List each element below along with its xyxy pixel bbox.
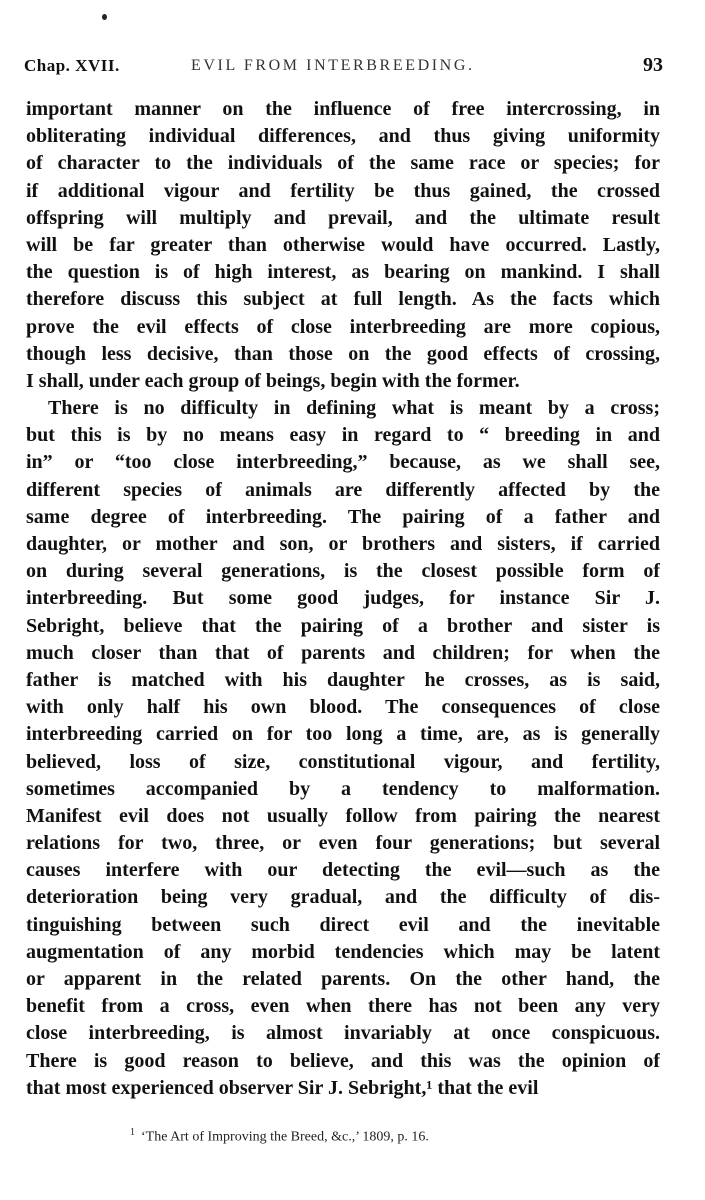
text-line: benefit from a cross, even when there has not been any very [26,995,660,1018]
footnote-text: ‘The Art of Improving the Breed, &c.,’ 1809, p. 16. [141,1129,429,1145]
text-line: the question is of high interest, as bearing on mankind. I shall [26,261,660,284]
text-line: father is matched with his daughter he crosses, as is said, [26,668,660,691]
running-header [24,54,663,80]
text-line: interbreeding. But some good judges, for instance Sir J. [26,587,660,610]
text-line: in” or “too close interbreeding,” because, as we shall see, [26,451,660,474]
paragraph-2 [26,395,660,1102]
text-line: or apparent in the related parents. On the other hand, the [26,968,660,990]
text-line: will be far greater than otherwise would have occurred. Lastly, [26,233,660,256]
text-line: obliterating individual differences, and thus giving uniformity [26,125,660,148]
text-line: different species of animals are differently affected by the [26,478,660,501]
text-line: There is good reason to believe, and this was the opinion of [26,1049,660,1072]
text-line: same degree of interbreeding. The pairing of a father and [26,505,660,528]
footnote [130,1127,429,1146]
paragraph-1 [26,96,660,395]
text-line: causes interfere with our detecting the evil—such as the [26,859,660,882]
running-title: EVIL FROM INTERBREEDING. [191,57,475,74]
text-line: prove the evil effects of close interbreeding are more copious, [26,315,660,338]
chapter-label: Chap. XVII. [24,56,120,75]
ink-speck [102,14,107,20]
text-line: sometimes accompanied by a tendency to malformation. [26,777,660,800]
footnote-marker: 1 [130,1127,135,1138]
text-line: if additional vigour and fertility be thus gained, the crossed [26,179,660,202]
text-line: but this is by no means easy in regard to “ breeding in and [26,424,660,447]
text-line: on during several generations, is the closest possible form of [26,560,660,583]
text-line: Sebright, believe that the pairing of a brother and sister is [26,614,660,637]
text-line: of character to the individuals of the same race or species; for [26,152,660,175]
text-line: daughter, or mother and son, or brothers and sisters, if carried [26,533,660,555]
text-line: interbreeding carried on for too long a time, are, as is generally [26,723,660,746]
text-line: therefore discuss this subject at full length. As the facts which [26,288,660,311]
text-line: relations for two, three, or even four generations; but several [26,832,660,855]
text-line: offspring will multiply and prevail, and the ultimate result [26,206,660,229]
text-line: tinguishing between such direct evil and the inevitable [26,913,660,936]
text-line: There is no difficulty in defining what is meant by a cross; [48,397,660,420]
text-line: much closer than that of parents and children; for when the [26,641,660,664]
text-line: believed, loss of size, constitutional vigour, and fertility, [26,750,660,773]
text-line: with only half his own blood. The consequences of close [26,696,660,719]
text-line: deterioration being very gradual, and the difficulty of dis- [26,886,660,909]
text-line: Manifest evil does not usually follow from pairing the nearest [26,804,660,827]
text-line: augmentation of any morbid tendencies which may be latent [26,940,660,963]
text-line: close interbreeding, is almost invariably at once conspicuous. [26,1022,660,1045]
text-line: though less decisive, than those on the good effects of crossing, [26,342,660,365]
page-number: 93 [643,54,663,76]
body-text [26,96,660,1102]
text-line: that most experienced observer Sir J. Sebright,¹ that the evil [26,1076,539,1099]
text-line: I shall, under each group of beings, begin with the former. [26,369,520,392]
text-line: important manner on the influence of free intercrossing, in [26,98,660,120]
